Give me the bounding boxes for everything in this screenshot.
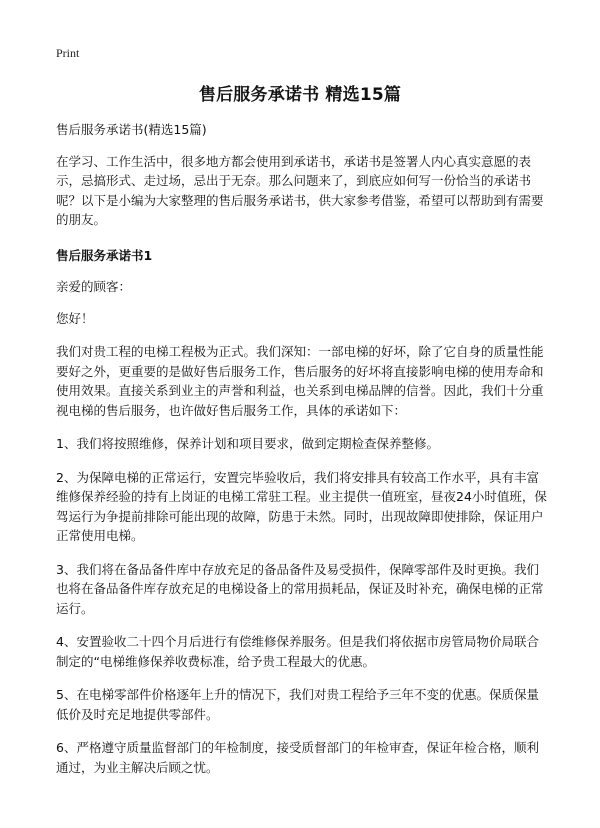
document-title: 售后服务承诺书 精选15篇: [198, 85, 402, 105]
section-heading: 售后服务承诺书1: [56, 247, 153, 263]
greeting: 您好！: [56, 310, 94, 326]
list-item: 2、为保障电梯的正常运行，安置完毕验收后，我们将安排具有较高工作水平，具有丰富维修保养经验的持有上岗证的电梯工常驻工程。业主提供一值班室，昼夜24小时值班，保驾运行为争提前排除可能出现的故障，防患于未然。同时，出现故障即使排除，保证用户正常使用电梯。: [56, 469, 547, 543]
list-item: 5、在电梯零部件价格逐年上升的情况下，我们对贵工程给予三年不变的优惠。保质保量低价及时充足地提供零部件。: [56, 687, 539, 722]
document-content: [56, 120, 548, 791]
document-subtitle: 售后服务承诺书(精选15篇): [56, 122, 207, 137]
list-item: 3、我们将在备品备件库中存放充足的备品备件及易受损件，保障零部件及时更换。我们也将在备品备件库存放充足的电梯设备上的常用损耗品，保证及时补充，确保电梯的正常运行。: [56, 561, 544, 616]
list-item: 1、我们将按照维修，保养计划和项目要求，做到定期检查保养整修。: [56, 436, 439, 451]
body-paragraph: 我们对贵工程的电梯工程极为正式。我们深知：一部电梯的好坏，除了它自身的质量性能要好之外，更重要的是做好售后服务工作，售后服务的好坏将直接影响电梯的使用寿命和使用效果。直接关系到业主的声誉和利益，也关系到电梯品牌的信誉。因此，我们十分重视电梯的售后服务，也许做好售后服务工作，具体的承诺如下：: [56, 344, 544, 418]
salutation: 亲爱的顾客：: [56, 279, 132, 294]
list-item: 6、严格遵守质量监督部门的年检制度，接受质督部门的年检审查，保证年检合格，顺利通过，为业主解决后顾之忧。: [56, 740, 539, 775]
list-item: 4、安置验收二十四个月后进行有偿维修保养服务。但是我们将依据市房管局物价局联合制定的“电梯维修保养收费标准，给予贵工程最大的优惠。: [56, 634, 539, 669]
intro-paragraph: 在学习、工作生活中，很多地方都会使用到承诺书，承诺书是签署人内心真实意愿的表示，忌搞形式、走过场，忌出于无奈。那么问题来了，到底应如何写一份恰当的承诺书呢？以下是小编为大家整理的售后服务承诺书，供大家参考借鉴，希望可以帮助到有需要的朋友。: [56, 153, 544, 227]
print-link[interactable]: Print: [56, 46, 80, 60]
